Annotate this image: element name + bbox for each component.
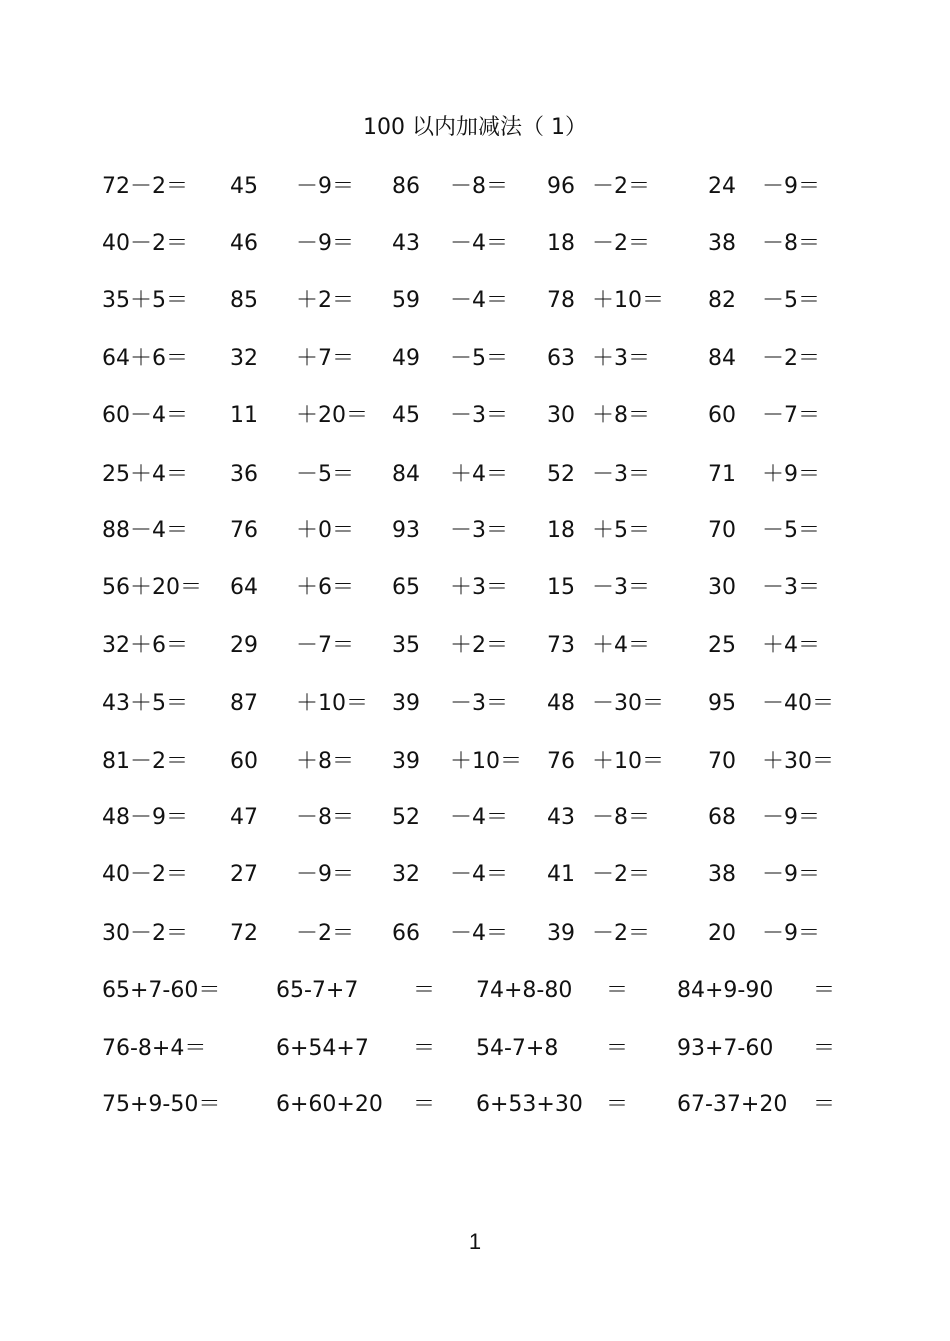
problem-cell: －2＝ bbox=[592, 862, 650, 887]
mixed-problem-cell: 75+9-50＝ bbox=[102, 1092, 221, 1117]
mixed-problem-cell: 65+7-60＝ bbox=[102, 978, 221, 1003]
problem-cell: －5＝ bbox=[450, 346, 508, 371]
problem-cell: 68 bbox=[708, 805, 736, 830]
problem-cell: ＋3＝ bbox=[450, 575, 508, 600]
problem-cell: 73 bbox=[547, 633, 575, 658]
problem-cell: －2＝ bbox=[296, 921, 354, 946]
mixed-problem-cell: 84+9-90 bbox=[677, 978, 774, 1003]
problem-cell: －4＝ bbox=[450, 862, 508, 887]
problem-cell: 43 bbox=[392, 231, 420, 256]
problem-cell: 38 bbox=[708, 231, 736, 256]
problem-cell: －4＝ bbox=[450, 288, 508, 313]
problem-cell: －8＝ bbox=[592, 805, 650, 830]
problem-cell: －8＝ bbox=[762, 231, 820, 256]
problem-cell: ＋2＝ bbox=[296, 288, 354, 313]
problem-cell: 41 bbox=[547, 862, 575, 887]
problem-cell: 95 bbox=[708, 691, 736, 716]
problem-cell: 60 bbox=[708, 403, 736, 428]
problem-cell: 84 bbox=[392, 462, 420, 487]
problem-cell: －5＝ bbox=[296, 462, 354, 487]
problem-cell: 60 bbox=[230, 749, 258, 774]
mixed-problem-cell: ＝ bbox=[813, 1092, 836, 1117]
mixed-problem-cell: ＝ bbox=[413, 1036, 436, 1061]
problem-cell: 64＋6＝ bbox=[102, 346, 188, 371]
problem-cell: 15 bbox=[547, 575, 575, 600]
mixed-problem-cell: 93+7-60 bbox=[677, 1036, 774, 1061]
problem-cell: ＋10＝ bbox=[592, 288, 664, 313]
problem-cell: －9＝ bbox=[296, 862, 354, 887]
mixed-problem-cell: 65-7+7 bbox=[276, 978, 359, 1003]
mixed-problem-cell: ＝ bbox=[813, 1036, 836, 1061]
problem-cell: －4＝ bbox=[450, 231, 508, 256]
problem-cell: －2＝ bbox=[592, 231, 650, 256]
problem-cell: 64 bbox=[230, 575, 258, 600]
problem-cell: 45 bbox=[392, 403, 420, 428]
problem-cell: 63 bbox=[547, 346, 575, 371]
problem-cell: 86 bbox=[392, 174, 420, 199]
problem-cell: 72 bbox=[230, 921, 258, 946]
problem-cell: 24 bbox=[708, 174, 736, 199]
problem-cell: －3＝ bbox=[450, 403, 508, 428]
problem-cell: －4＝ bbox=[450, 921, 508, 946]
problem-cell: －9＝ bbox=[762, 921, 820, 946]
problem-cell: 96 bbox=[547, 174, 575, 199]
mixed-problem-cell: ＝ bbox=[413, 978, 436, 1003]
mixed-problem-cell: ＝ bbox=[813, 978, 836, 1003]
problem-cell: ＋20＝ bbox=[296, 403, 368, 428]
problem-cell: ＋8＝ bbox=[592, 403, 650, 428]
problem-cell: 78 bbox=[547, 288, 575, 313]
problem-cell: 70 bbox=[708, 749, 736, 774]
problem-cell: －8＝ bbox=[296, 805, 354, 830]
problem-cell: ＋7＝ bbox=[296, 346, 354, 371]
mixed-problem-cell: 54-7+8 bbox=[476, 1036, 559, 1061]
problem-cell: ＋8＝ bbox=[296, 749, 354, 774]
problem-cell: 30 bbox=[708, 575, 736, 600]
problem-cell: ＋5＝ bbox=[592, 518, 650, 543]
problem-cell: 39 bbox=[392, 749, 420, 774]
problem-cell: 56＋20＝ bbox=[102, 575, 202, 600]
problem-cell: ＋10＝ bbox=[296, 691, 368, 716]
problem-cell: －4＝ bbox=[450, 805, 508, 830]
problem-cell: －2＝ bbox=[592, 174, 650, 199]
problem-cell: 76 bbox=[547, 749, 575, 774]
problem-cell: 32 bbox=[392, 862, 420, 887]
problem-cell: ＋4＝ bbox=[450, 462, 508, 487]
problem-cell: 40－2＝ bbox=[102, 231, 188, 256]
problem-cell: ＋10＝ bbox=[450, 749, 522, 774]
problem-cell: ＋2＝ bbox=[450, 633, 508, 658]
problem-cell: －3＝ bbox=[450, 691, 508, 716]
problem-cell: 27 bbox=[230, 862, 258, 887]
problem-cell: 43 bbox=[547, 805, 575, 830]
problem-cell: 25＋4＝ bbox=[102, 462, 188, 487]
problem-cell: 88－4＝ bbox=[102, 518, 188, 543]
problem-cell: －5＝ bbox=[762, 518, 820, 543]
problem-cell: 46 bbox=[230, 231, 258, 256]
problem-cell: －2＝ bbox=[762, 346, 820, 371]
problem-cell: 25 bbox=[708, 633, 736, 658]
problem-cell: 93 bbox=[392, 518, 420, 543]
problem-cell: 32＋6＝ bbox=[102, 633, 188, 658]
mixed-problem-cell: 6+53+30 bbox=[476, 1092, 583, 1117]
problem-cell: 45 bbox=[230, 174, 258, 199]
problem-cell: ＋4＝ bbox=[762, 633, 820, 658]
problem-cell: －5＝ bbox=[762, 288, 820, 313]
problem-cell: ＋6＝ bbox=[296, 575, 354, 600]
problem-cell: 32 bbox=[230, 346, 258, 371]
problem-cell: 60－4＝ bbox=[102, 403, 188, 428]
mixed-problem-cell: 74+8-80 bbox=[476, 978, 573, 1003]
problem-cell: 52 bbox=[547, 462, 575, 487]
problem-cell: 70 bbox=[708, 518, 736, 543]
problem-cell: 20 bbox=[708, 921, 736, 946]
problem-cell: 47 bbox=[230, 805, 258, 830]
problem-cell: 35 bbox=[392, 633, 420, 658]
mixed-problem-cell: 76-8+4＝ bbox=[102, 1036, 207, 1061]
problem-cell: 87 bbox=[230, 691, 258, 716]
problem-cell: 35＋5＝ bbox=[102, 288, 188, 313]
problem-cell: 30－2＝ bbox=[102, 921, 188, 946]
problem-cell: －40＝ bbox=[762, 691, 834, 716]
page-title: 100 以内加减法（ 1） bbox=[363, 115, 587, 140]
problem-cell: 65 bbox=[392, 575, 420, 600]
problem-cell: ＋0＝ bbox=[296, 518, 354, 543]
mixed-problem-cell: 6+54+7 bbox=[276, 1036, 369, 1061]
problem-cell: －9＝ bbox=[296, 174, 354, 199]
problem-cell: －8＝ bbox=[450, 174, 508, 199]
problem-cell: －3＝ bbox=[592, 575, 650, 600]
problem-cell: 38 bbox=[708, 862, 736, 887]
mixed-problem-cell: ＝ bbox=[413, 1092, 436, 1117]
problem-cell: －30＝ bbox=[592, 691, 664, 716]
problem-cell: 85 bbox=[230, 288, 258, 313]
mixed-problem-cell: 6+60+20 bbox=[276, 1092, 383, 1117]
problem-cell: 66 bbox=[392, 921, 420, 946]
problem-cell: －3＝ bbox=[592, 462, 650, 487]
page-number: 1 bbox=[468, 1229, 482, 1254]
problem-cell: ＋4＝ bbox=[592, 633, 650, 658]
problem-cell: 71 bbox=[708, 462, 736, 487]
problem-cell: －7＝ bbox=[296, 633, 354, 658]
mixed-problem-cell: 67-37+20 bbox=[677, 1092, 788, 1117]
problem-cell: ＋9＝ bbox=[762, 462, 820, 487]
problem-cell: 18 bbox=[547, 231, 575, 256]
problem-cell: 39 bbox=[392, 691, 420, 716]
problem-cell: 30 bbox=[547, 403, 575, 428]
problem-cell: 43＋5＝ bbox=[102, 691, 188, 716]
problem-cell: －9＝ bbox=[762, 174, 820, 199]
problem-cell: －7＝ bbox=[762, 403, 820, 428]
problem-cell: 29 bbox=[230, 633, 258, 658]
problem-cell: 76 bbox=[230, 518, 258, 543]
problem-cell: 39 bbox=[547, 921, 575, 946]
mixed-problem-cell: ＝ bbox=[606, 1036, 629, 1061]
mixed-problem-cell: ＝ bbox=[606, 1092, 629, 1117]
problem-cell: ＋30＝ bbox=[762, 749, 834, 774]
problem-cell: 49 bbox=[392, 346, 420, 371]
problem-cell: 59 bbox=[392, 288, 420, 313]
problem-cell: 11 bbox=[230, 403, 258, 428]
problem-cell: 82 bbox=[708, 288, 736, 313]
problem-cell: 48－9＝ bbox=[102, 805, 188, 830]
problem-cell: 52 bbox=[392, 805, 420, 830]
problem-cell: －9＝ bbox=[296, 231, 354, 256]
problem-cell: 84 bbox=[708, 346, 736, 371]
problem-cell: 48 bbox=[547, 691, 575, 716]
problem-cell: －2＝ bbox=[592, 921, 650, 946]
problem-cell: －3＝ bbox=[762, 575, 820, 600]
problem-cell: 40－2＝ bbox=[102, 862, 188, 887]
problem-cell: －3＝ bbox=[450, 518, 508, 543]
mixed-problem-cell: ＝ bbox=[606, 978, 629, 1003]
problem-cell: 72－2＝ bbox=[102, 174, 188, 199]
problem-cell: 81－2＝ bbox=[102, 749, 188, 774]
problem-cell: －9＝ bbox=[762, 805, 820, 830]
problem-cell: 36 bbox=[230, 462, 258, 487]
problem-cell: ＋3＝ bbox=[592, 346, 650, 371]
problem-cell: －9＝ bbox=[762, 862, 820, 887]
problem-cell: ＋10＝ bbox=[592, 749, 664, 774]
problem-cell: 18 bbox=[547, 518, 575, 543]
